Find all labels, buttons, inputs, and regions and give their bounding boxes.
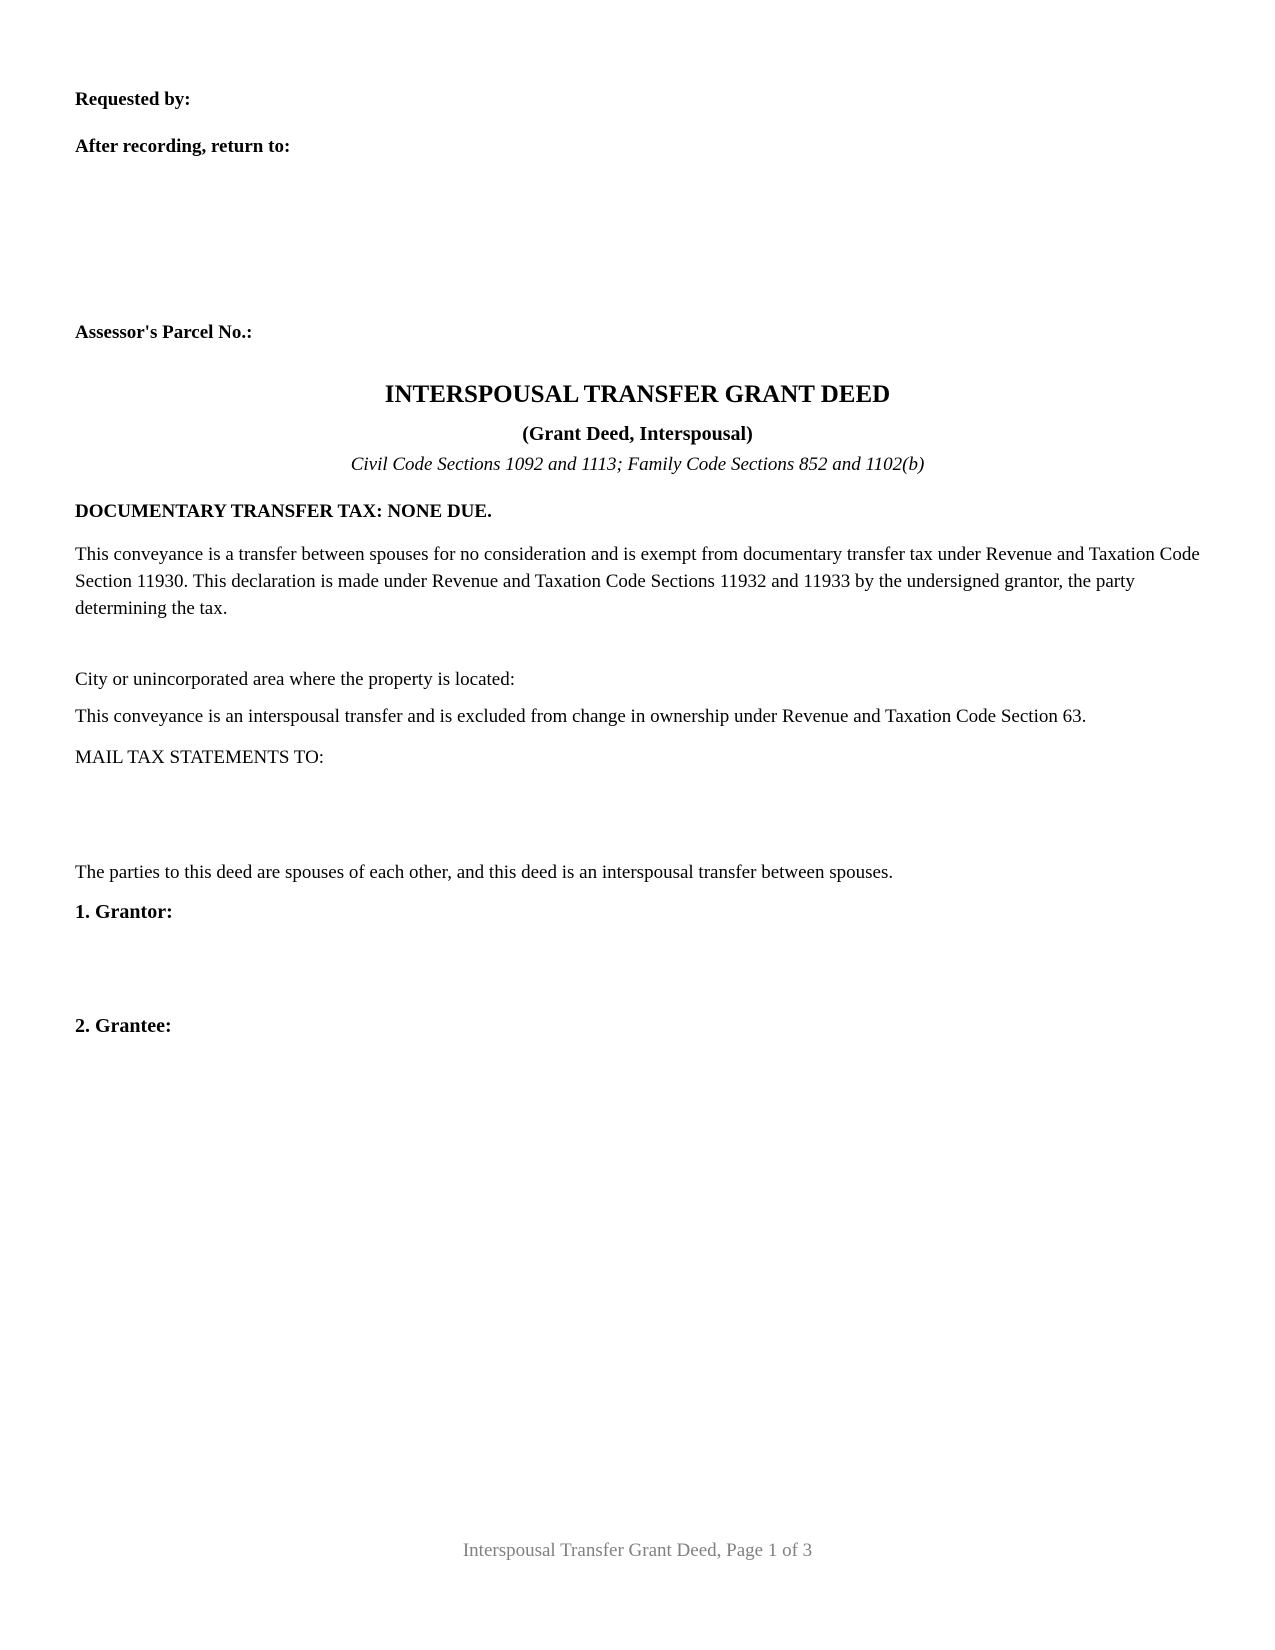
return-to-label: After recording, return to: xyxy=(75,136,291,157)
grantor-label: 1. Grantor: xyxy=(75,901,173,923)
mail-tax-statements-label: MAIL TAX STATEMENTS TO: xyxy=(75,747,325,768)
property-location-label: City or unincorporated area where the property is located: xyxy=(75,669,515,690)
tax-declaration-paragraph: This conveyance is a transfer between spouses for no consideration and is exempt from documentary transfer tax under Revenue and Taxation Code Section 11930. This declaration is made under Revenue and Taxation Code Sections 11932 and 11933 by the undersigned grantor, the party determining the tax. xyxy=(75,544,1200,619)
page-footer: Interspousal Transfer Grant Deed, Page 1 of 3 xyxy=(462,1540,813,1561)
grantee-label: 2. Grantee: xyxy=(75,1015,172,1037)
code-citation: Civil Code Sections 1092 and 1113; Family Code Sections 852 and 1102(b) xyxy=(350,454,925,475)
parcel-number-label: Assessor's Parcel No.: xyxy=(75,322,253,343)
page-subtitle: (Grant Deed, Interspousal) xyxy=(522,423,753,445)
transfer-tax-heading: DOCUMENTARY TRANSFER TAX: NONE DUE. xyxy=(75,501,492,522)
requested-by-label: Requested by: xyxy=(75,89,191,110)
ownership-exclusion-text: This conveyance is an interspousal transfer and is excluded from change in ownership under Revenue and Taxation Code Section 63. xyxy=(75,706,1087,727)
page-title: INTERSPOUSAL TRANSFER GRANT DEED xyxy=(384,381,891,408)
parties-statement: The parties to this deed are spouses of each other, and this deed is an interspousal transfer between spouses. xyxy=(75,862,894,883)
